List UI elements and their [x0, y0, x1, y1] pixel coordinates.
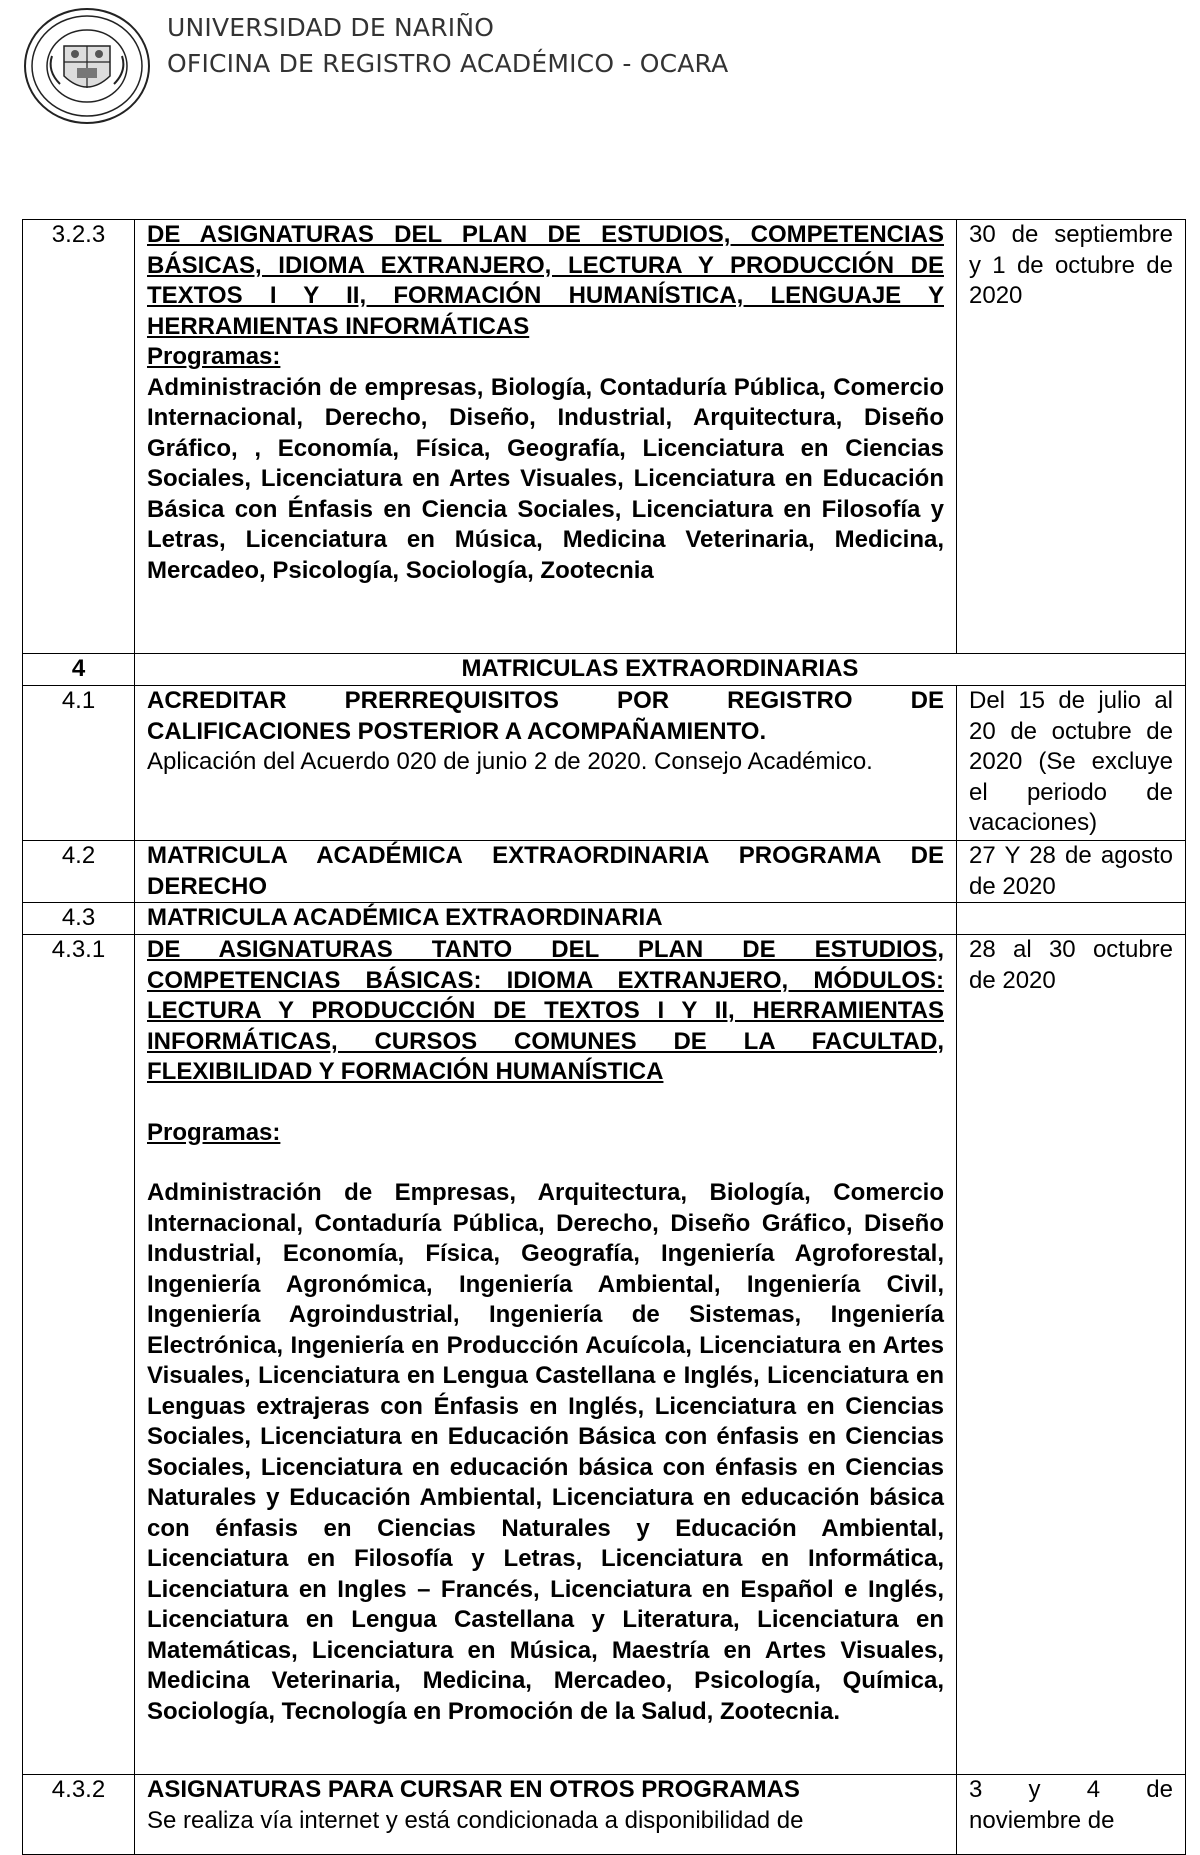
- programs-label: Programas:: [147, 1118, 281, 1146]
- table-row: [23, 903, 1186, 935]
- row-title: MATRICULA ACADÉMICA EXTRAORDINARIA: [135, 903, 957, 935]
- row-title: ACREDITAR PRERREQUISITOS POR REGISTRO DE CALIFICACIONES POSTERIOR A ACOMPAÑAMIENTO.: [147, 687, 944, 745]
- row-number: 4.3.1: [23, 935, 135, 1775]
- institution-name: UNIVERSIDAD DE NARIÑO: [167, 13, 495, 42]
- office-name: OFICINA DE REGISTRO ACADÉMICO - OCARA: [167, 49, 729, 78]
- table-row: [23, 654, 1186, 686]
- row-number: 3.2.3: [23, 220, 135, 654]
- row-title: MATRICULA ACADÉMICA EXTRAORDINARIA PROGRAMA DE DERECHO: [135, 841, 957, 903]
- row-number: 4.2: [23, 841, 135, 903]
- programs-list: Administración de empresas, Biología, Contaduría Pública, Comercio Internacional, Derecho, Diseño, Industrial, Arquitectura, Diseño Gráfico, , Economía, Física, Geografía, Licenciatura en Ciencias Sociales, Licenciatura en Artes Visuales, Licenciatura en Educación Básica con Énfasis en Ciencia Sociales, Licenciatura en Filosofía y Letras, Licenciatura en Música, Medicina Veterinaria, Medicina, Mercadeo, Psicología, Sociología, Zootecnia: [147, 373, 944, 584]
- row-date: 3 y 4 de noviembre de: [957, 1775, 1186, 1855]
- row-number: 4: [23, 654, 135, 686]
- row-description: [135, 935, 957, 1775]
- table-row: [23, 1775, 1186, 1855]
- row-title: MATRICULAS EXTRAORDINARIAS: [135, 654, 1186, 686]
- row-date: Del 15 de julio al 20 de octubre de 2020 (Se excluye el periodo de vacaciones): [957, 686, 1186, 841]
- row-date: 27 Y 28 de agosto de 2020: [957, 841, 1186, 903]
- programs-list: Administración de Empresas, Arquitectura, Biología, Comercio Internacional, Contaduría Pública, Derecho, Diseño Gráfico, Diseño Industrial, Economía, Física, Geografía, Ingeniería Agroforestal, Ingeniería Agronómica, Ingeniería Ambiental, Ingeniería Civil, Ingeniería Agroindustrial, Ingeniería de Sistemas, Ingeniería Electrónica, Ingeniería en Producción Acuícola, Licenciatura en Artes Visuales, Licenciatura en Lengua Castellana e Inglés, Licenciatura en Lenguas extrajeras con Énfasis en Inglés, Licenciatura en Ciencias Sociales, Licenciatura en Educación Básica con énfasis en Ciencias Sociales, Licenciatura en educación básica con énfasis en Ciencias Naturales y Educación Ambiental, Licenciatura en educación básica con énfasis en Ciencias Naturales y Educación Ambiental, Licenciatura en Filosofía y Letras, Licenciatura en Informática, Licenciatura en Ingles – Francés, Licenciatura en Español e Inglés, Licenciatura en Lengua Castellana y Literatura, Licenciatura en Matemáticas, Licenciatura en Música, Maestría en Artes Visuales, Medicina Veterinaria, Medicina, Mercadeo, Psicología, Química, Sociología, Tecnología en Promoción de la Salud, Zootecnia.: [147, 1179, 944, 1725]
- programs-label: Programas:: [147, 343, 281, 370]
- document-header: [22, 6, 1182, 126]
- row-description: [135, 220, 957, 654]
- university-seal-icon: [22, 6, 152, 126]
- row-title: DE ASIGNATURAS DEL PLAN DE ESTUDIOS, COMPETENCIAS BÁSICAS, IDIOMA EXTRANJERO, LECTURA Y PRODUCCIÓN DE TEXTOS I Y II, FORMACIÓN HUMANÍSTICA, LENGUAJE Y HERRAMIENTAS INFORMÁTICAS: [147, 221, 944, 340]
- row-date: 30 de septiembre y 1 de octubre de 2020: [957, 220, 1186, 654]
- table-row: [23, 935, 1186, 1775]
- row-description: [135, 1775, 957, 1855]
- row-date: 28 al 30 octubre de 2020: [957, 935, 1186, 1775]
- row-number: 4.3.2: [23, 1775, 135, 1855]
- row-number: 4.1: [23, 686, 135, 841]
- row-date: [957, 903, 1186, 935]
- schedule-table: [22, 219, 1186, 1855]
- table-row: [23, 220, 1186, 654]
- row-note: Se realiza vía internet y está condicionada a disponibilidad de: [147, 1806, 804, 1834]
- row-number: 4.3: [23, 903, 135, 935]
- row-title: ASIGNATURAS PARA CURSAR EN OTROS PROGRAMAS: [147, 1776, 800, 1803]
- table-row: [23, 841, 1186, 903]
- row-description: [135, 686, 957, 841]
- row-note: Aplicación del Acuerdo 020 de junio 2 de 2020. Consejo Académico.: [147, 748, 873, 775]
- row-title: DE ASIGNATURAS TANTO DEL PLAN DE ESTUDIOS, COMPETENCIAS BÁSICAS: IDIOMA EXTRANJERO, MÓDULOS: LECTURA Y PRODUCCIÓN DE TEXTOS I Y II, HERRAMIENTAS INFORMÁTICAS, CURSOS COMUNES DE LA FACULTAD, FLEXIBILIDAD Y FORMACIÓN HUMANÍSTICA: [147, 936, 944, 1085]
- table-row: [23, 686, 1186, 841]
